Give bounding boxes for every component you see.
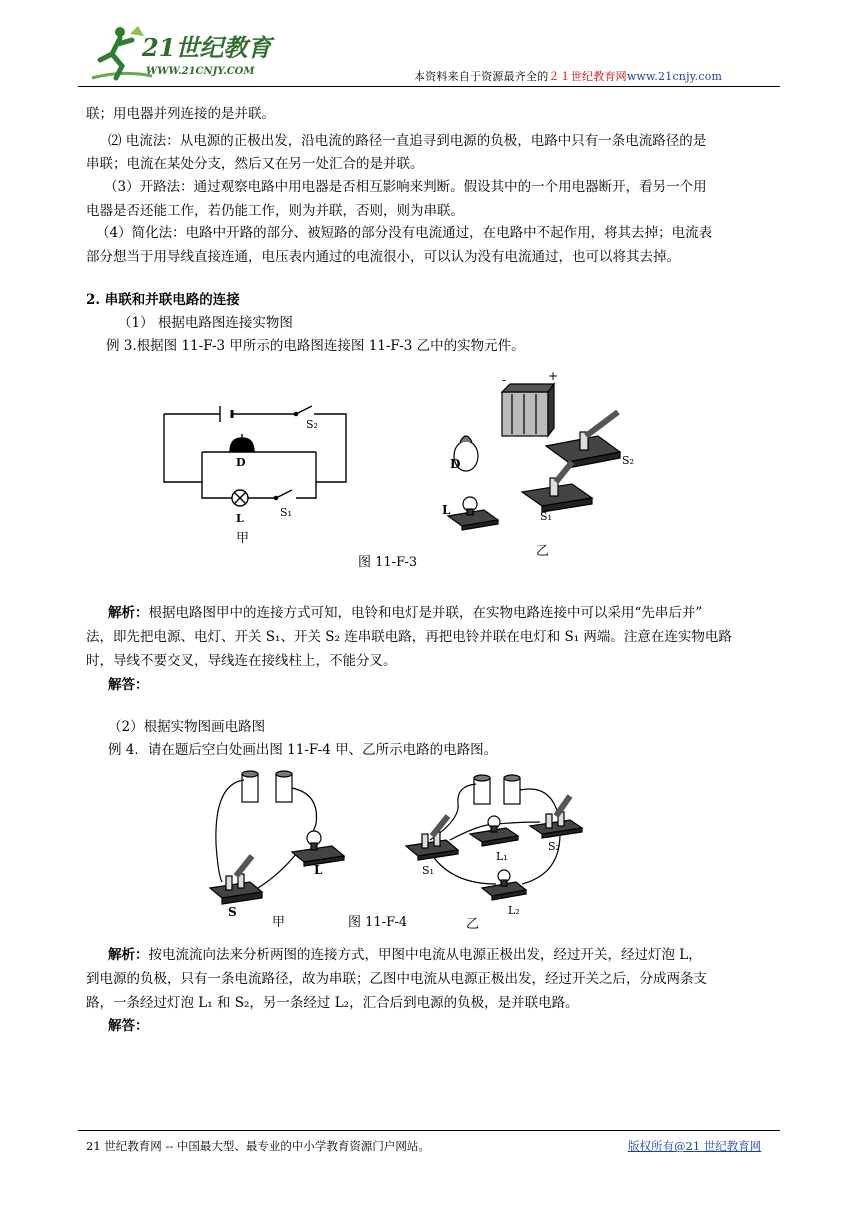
fig3-obj-l: L [442, 503, 451, 517]
para-line-6: （4）简化法：电路中开路的部分、被短路的部分没有电流通过，在电路中不起作用，将其去掉；电流表 [96, 225, 713, 241]
header-text [414, 68, 722, 84]
analysis-1-line-1 [108, 602, 702, 624]
para-line-7: 部分想当于用导线直接连通，电压表内通过的电流很小，可以认为没有电流通过，也可以将其去掉。 [86, 249, 680, 265]
header-divider [78, 86, 780, 87]
figure-11-F-3-yi [430, 372, 650, 542]
para-line-2: ⑵ 电流法：从电源的正极出发，沿电流的路径一直追寻到电源的负极，电路中只有一条电流路径的是 [108, 133, 707, 149]
fig3-obj-d: D [450, 457, 461, 471]
fig3-caption: 图 11-F-3 [358, 555, 418, 570]
para-line-4: （3）开路法：通过观察电路中用电器是否相互影响来判断。假设其中的一个用电器断开，看另一个用 [104, 179, 707, 195]
svg-text:-: - [502, 373, 507, 387]
analysis-2-line-2: 到电源的负极，只有一条电流路径，故为串联；乙图中电流从电源正极出发，经过开关之后，分成两条支 [86, 971, 707, 987]
answer-1-label: 解答： [108, 677, 149, 693]
analysis-1-line-2: 法，即先把电源、电灯、开关 S₁、开关 S₂ 连串联电路，再把电铃并联在电灯和 S₁ 两端。注意在连实物电路 [86, 629, 732, 645]
para-line-5: 电器是否还能工作，若仍能工作，则为并联，否则，则为串联。 [86, 203, 464, 219]
section-heading: 2. 串联和并联电路的连接 [86, 292, 240, 308]
header-prefix: 本资料来自于资源最齐全的 [414, 70, 549, 83]
logo-text: 21世纪教育 [142, 33, 272, 62]
subsection-2: （2）根据实物图画电路图 [108, 719, 266, 735]
para-line-3: 串联；电流在某处分支，然后又在另一处汇合的是并联。 [86, 156, 424, 172]
footer-left: 21 世纪教育网 -- 中国最大型、最专业的中小学教育资源门户网站。 [86, 1139, 430, 1153]
figure-11-F-4-yi [400, 764, 590, 916]
analysis-1-text-1: 根据电路图甲中的连接方式可知，电铃和电灯是并联，在实物电路连接中可以采用“先串后并” [148, 605, 703, 621]
logo-url: WWW.21CNJY.COM [146, 66, 255, 77]
fig3-obj-s2: S₂ [622, 454, 634, 467]
analysis-2-line-3: 路，一条经过灯泡 L₁ 和 S₂，另一条经过 L₂，汇合后到电源的负极，是并联电路。 [86, 995, 579, 1011]
analysis-1-line-3: 时，导线不要交叉，导线连在接线柱上，不能分叉。 [86, 653, 397, 669]
fig3-obj-s1: S₁ [540, 510, 552, 523]
fig4-label-l2: L₂ [508, 904, 520, 916]
header-url[interactable]: www.21cnjy.com [626, 70, 723, 83]
fig4-label-l: L [314, 863, 323, 877]
footer-divider [78, 1130, 780, 1131]
fig4-label-s2: S₂ [548, 840, 560, 853]
para-line-1: 联；用电器并列连接的是并联。 [86, 106, 275, 122]
fig4-jia-label: 甲 [272, 915, 286, 930]
site-logo [82, 20, 282, 84]
fig4-label-s: S [228, 905, 237, 916]
figure-11-F-4-jia [200, 764, 360, 916]
analysis-2-text-1: 按电流流向法来分析两图的连接方式，甲图中电流从电源正极出发，经过开关，经过灯泡 L， [148, 947, 702, 963]
example-3: 例 3.根据图 11-F-3 甲所示的电路图连接图 11-F-3 乙中的实物元件。 [106, 338, 525, 354]
fig3-label-s2: S₂ [306, 418, 318, 431]
fig4-yi-label: 乙 [466, 917, 480, 932]
fig3-label-l: L [236, 512, 244, 525]
header-brand: ２１世纪教育网 [548, 70, 627, 83]
subsection-1: （1） 根据电路图连接实物图 [118, 315, 293, 331]
figure-11-F-3-jia [150, 392, 360, 554]
answer-2-label: 解答： [108, 1018, 149, 1034]
analysis-1-label: 解析： [108, 605, 149, 621]
fig3-label-s1: S₁ [280, 506, 292, 519]
example-4: 例 4．请在题后空白处画出图 11-F-4 甲、乙所示电路的电路图。 [108, 742, 498, 758]
fig3-label-d: D [236, 456, 246, 469]
analysis-2-label: 解析： [108, 947, 149, 963]
analysis-2-line-1 [108, 944, 702, 966]
footer-copyright-link[interactable]: 版权所有@21 世纪教育网 [628, 1139, 762, 1153]
fig4-label-s1: S₁ [422, 864, 434, 877]
fig4-caption: 图 11-F-4 [348, 915, 408, 930]
fig3-jia-label: 甲 [236, 531, 250, 546]
fig4-label-l1: L₁ [496, 850, 508, 863]
fig3-yi-label: 乙 [536, 544, 550, 559]
svg-text:+: + [548, 372, 559, 383]
